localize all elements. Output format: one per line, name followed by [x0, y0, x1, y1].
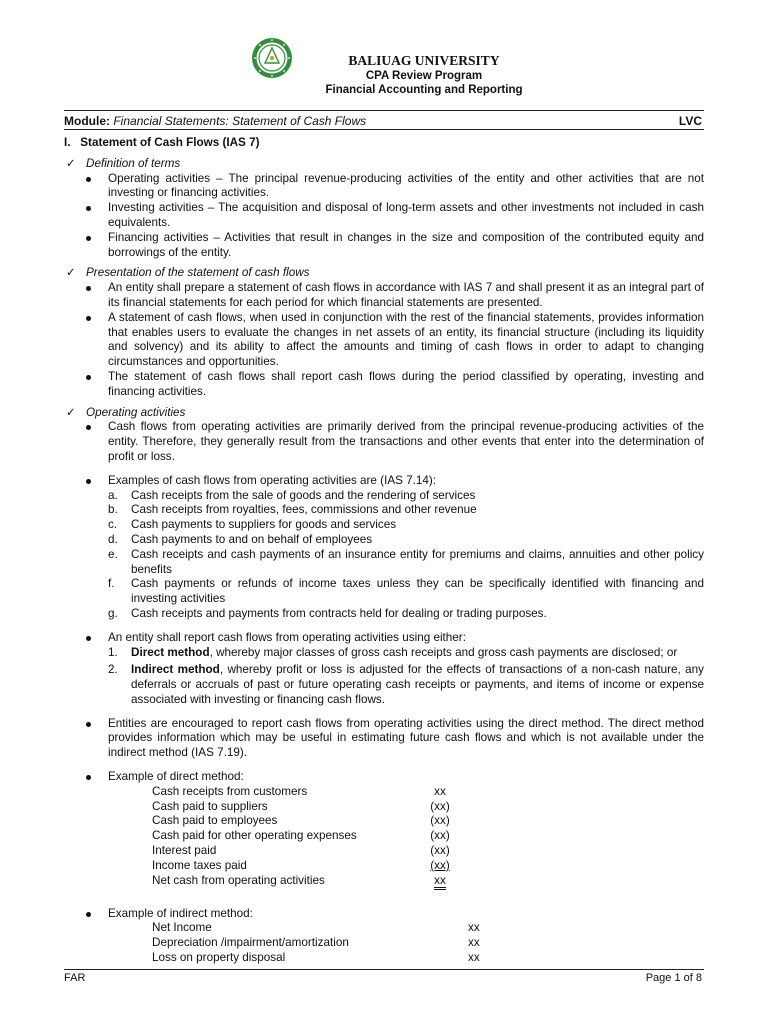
- list-item: [108, 770, 704, 890]
- bullet-icon: [86, 425, 91, 430]
- item-text: Cash receipts and payments from contracts held for dealing or trading purposes.: [131, 606, 547, 620]
- value-text: (xx): [430, 829, 450, 843]
- subheading-presentation: [64, 266, 704, 281]
- item-text: Cash receipts from the sale of goods and the rendering of services: [131, 488, 476, 502]
- bullet-icon: [86, 177, 91, 182]
- method-name: Indirect method: [131, 663, 220, 677]
- list-item: [108, 172, 704, 202]
- row-value: [430, 800, 450, 815]
- subheading-definitions: [64, 157, 704, 172]
- table-row: [152, 785, 450, 800]
- item-text: Cash payments to suppliers for goods and services: [131, 518, 397, 532]
- bullet-icon: [86, 479, 91, 484]
- item-marker: b.: [108, 503, 118, 517]
- example-item: [108, 606, 704, 622]
- list-item-text: The statement of cash flows shall report cash flows during the period classified by operating, investing and financing activities.: [108, 369, 704, 398]
- module-title: Financial Statements: Statement of Cash Flows: [113, 114, 367, 128]
- list-item: [108, 907, 704, 966]
- table-row: [152, 859, 450, 874]
- header-divider: [64, 110, 704, 111]
- examples-list: [108, 489, 704, 622]
- bullet-icon: [86, 236, 91, 241]
- item-marker: 1.: [108, 645, 118, 659]
- subheading-text: Presentation of the statement of cash flows: [86, 266, 310, 280]
- item-text: , whereby major classes of gross cash receipts and gross cash payments are disclosed; or: [209, 645, 678, 659]
- list-item: [108, 370, 704, 400]
- row-value: [430, 829, 450, 844]
- example-item: [108, 547, 704, 578]
- method-name: Direct method: [131, 645, 210, 659]
- list-item: [108, 281, 704, 311]
- list-item-text: An entity shall prepare a statement of cash flows in accordance with IAS 7 and shall present it as an integral part of its financial statements for each period for which financial statements are presented.: [108, 281, 704, 309]
- table-row: [152, 814, 450, 829]
- list-item-text: Example of direct method:: [108, 770, 244, 784]
- item-text: Cash receipts from royalties, fees, commissions and other revenue: [131, 503, 477, 517]
- row-label: Cash receipts from customers: [152, 784, 308, 798]
- indirect-method-table: [152, 921, 488, 965]
- row-label: Income taxes paid: [152, 858, 247, 872]
- example-item: [108, 577, 704, 607]
- list-item: [108, 631, 704, 708]
- row-value: [430, 844, 450, 859]
- document-body: [64, 134, 704, 966]
- item-text: , whereby profit or loss is adjusted for the effects of transactions of a non-cash nature, any deferrals or accruals of past or future operating cash receipts or payments, and items of income or expense associated with investing or financing cash flows.: [131, 663, 704, 706]
- list-item: [108, 474, 704, 622]
- example-item: [108, 488, 704, 504]
- subject-name: Financial Accounting and Reporting: [325, 84, 523, 96]
- item-marker: f.: [108, 577, 115, 591]
- list-item: [108, 420, 704, 464]
- value-text: xx: [434, 875, 446, 890]
- bullet-icon: [86, 775, 91, 780]
- item-marker: g.: [108, 606, 118, 620]
- list-item-text: An entity shall report cash flows from operating activities using either:: [108, 630, 466, 644]
- list-item-text: Operating activities – The principal revenue-producing activities of the entity and other activities that are not investing or financing activities.: [108, 171, 704, 200]
- direct-method-table: [152, 785, 450, 890]
- subheading-operating: [64, 406, 704, 421]
- item-marker: e.: [108, 547, 118, 561]
- row-label: Cash paid to employees: [152, 814, 278, 828]
- page-number: Page 1 of 8: [645, 972, 702, 984]
- method-item: [108, 663, 704, 707]
- row-value: [430, 874, 450, 890]
- example-item: [108, 503, 704, 518]
- section-heading: [64, 136, 704, 151]
- checkmark-icon: ✓: [66, 156, 76, 170]
- list-item: [108, 717, 704, 761]
- bullet-icon: [86, 316, 91, 321]
- item-marker: d.: [108, 532, 118, 546]
- bullet-icon: [86, 286, 91, 291]
- table-row: [152, 844, 450, 859]
- methods-list: [108, 646, 704, 708]
- checkmark-icon: ✓: [66, 266, 76, 280]
- module-line: [64, 114, 704, 128]
- table-row: [152, 874, 450, 890]
- item-text: Cash receipts and cash payments of an insurance entity for premiums and claims, annuities and other policy benefits: [131, 547, 704, 576]
- value-text: (xx): [430, 814, 450, 828]
- value-text: xx: [434, 784, 446, 798]
- row-value: xx: [468, 936, 480, 950]
- row-label: Net cash from operating activities: [152, 874, 325, 888]
- row-value: [430, 814, 450, 829]
- row-value: [430, 859, 450, 874]
- item-text: Cash payments to and on behalf of employees: [131, 532, 373, 546]
- bullet-icon: [86, 206, 91, 211]
- presentation-list: [64, 281, 704, 399]
- module-code: LVC: [678, 114, 702, 128]
- value-text: (xx): [430, 799, 450, 813]
- row-value: xx: [468, 951, 480, 965]
- row-label: Loss on property disposal: [152, 951, 286, 965]
- item-text: Cash payments or refunds of income taxes unless they can be specifically identified with financing and investing activities: [131, 577, 704, 606]
- row-label: Cash paid for other operating expenses: [152, 829, 357, 843]
- section-number: I.: [64, 136, 71, 149]
- row-label: Interest paid: [152, 844, 217, 858]
- page-footer: [64, 972, 704, 984]
- row-value: xx: [468, 921, 480, 935]
- university-name: BALIUAG UNIVERSITY: [348, 53, 500, 68]
- operating-list: [64, 420, 704, 966]
- module-divider: [64, 129, 704, 130]
- section-title: Statement of Cash Flows (IAS 7): [80, 136, 260, 149]
- list-item-text: Entities are encouraged to report cash flows from operating activities using the direct method. The direct method provides information which may be useful in estimating future cash flows and which is not available under the indirect method (IAS 7.19).: [108, 716, 704, 760]
- item-marker: c.: [108, 518, 118, 532]
- list-item: [108, 311, 704, 370]
- item-marker: 2.: [108, 663, 118, 677]
- list-item-text: A statement of cash flows, when used in conjunction with the rest of the financial statements, provides information that enables users to evaluate the changes in net assets of an entity, its financial structure (including its liquidity and solvency) and its ability to affect the amounts and timing of cash flows in order to adapt to changing circumstances and opportunities.: [108, 310, 704, 369]
- module-label: Module:: [64, 114, 110, 128]
- value-text: (xx): [430, 844, 450, 858]
- row-label: Cash paid to suppliers: [152, 799, 268, 813]
- bullet-icon: [86, 375, 91, 380]
- program-name: CPA Review Program: [365, 70, 483, 82]
- checkmark-icon: ✓: [66, 405, 76, 419]
- example-item: [108, 532, 704, 548]
- bullet-icon: [86, 636, 91, 641]
- example-item: [108, 518, 704, 533]
- bullet-icon: [86, 722, 91, 727]
- definitions-list: [64, 172, 704, 261]
- subheading-text: Definition of terms: [86, 156, 181, 170]
- list-item-text: Example of indirect method:: [108, 906, 253, 920]
- table-row: [152, 951, 488, 966]
- row-label: Depreciation /impairment/amortization: [152, 936, 349, 950]
- table-row: [152, 921, 488, 936]
- row-value: [430, 785, 450, 800]
- footer-subject: FAR: [64, 972, 86, 984]
- list-item-text: Examples of cash flows from operating activities are (IAS 7.14):: [108, 473, 437, 487]
- table-row: [152, 800, 450, 815]
- footer-divider: [64, 969, 704, 970]
- bullet-icon: [86, 912, 91, 917]
- list-item-text: Investing activities – The acquisition and disposal of long-term assets and other investments not included in cash equivalents.: [108, 201, 704, 229]
- table-row: [152, 936, 488, 951]
- item-marker: a.: [108, 488, 118, 502]
- table-row: [152, 829, 450, 844]
- subheading-text: Operating activities: [86, 405, 186, 419]
- list-item: [108, 231, 704, 261]
- value-text: (xx): [430, 858, 450, 872]
- row-label: Net Income: [152, 921, 212, 935]
- list-item-text: Cash flows from operating activities are primarily derived from the principal revenue-producing activities of the entity. Therefore, they generally result from the transactions and other events that enter into the determination of profit or loss.: [108, 420, 704, 463]
- list-item: [108, 201, 704, 231]
- method-item: [108, 645, 704, 661]
- list-item-text: Financing activities – Activities that result in changes in the size and composition of the contributed equity and borrowings of the entity.: [108, 230, 704, 259]
